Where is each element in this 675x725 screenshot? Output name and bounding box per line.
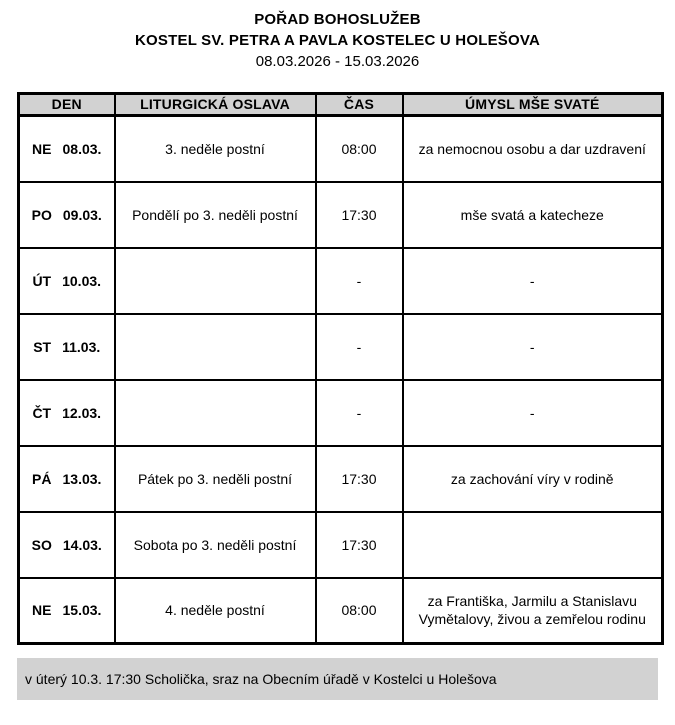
table-row	[19, 380, 663, 446]
time-cell: -	[316, 380, 403, 446]
time-cell: -	[316, 248, 403, 314]
table-row	[19, 512, 663, 578]
celebration-cell: 4. neděle postní	[115, 578, 316, 644]
intention-cell: za zachování víry v rodině	[403, 446, 663, 512]
church-name: KOSTEL SV. PETRA A PAVLA KOSTELEC U HOLEŠOVA	[135, 32, 540, 49]
day-date: 12.03.	[62, 404, 102, 421]
day-abbr: ČT	[32, 404, 52, 421]
time-cell: -	[316, 314, 403, 380]
day-date: 09.03.	[62, 206, 102, 223]
day-date: 08.03.	[62, 140, 102, 157]
time-cell: 08:00	[316, 578, 403, 644]
day-abbr: PO	[31, 206, 52, 223]
table-row	[19, 182, 663, 248]
day-cell	[19, 512, 115, 578]
table-row	[19, 248, 663, 314]
time-cell: 17:30	[316, 182, 403, 248]
celebration-cell: 3. neděle postní	[115, 116, 316, 182]
col-header-day: DEN	[19, 94, 115, 116]
intention-cell: -	[403, 248, 663, 314]
intention-cell: mše svatá a katecheze	[403, 182, 663, 248]
day-abbr: ÚT	[32, 272, 52, 289]
day-abbr: PÁ	[32, 470, 52, 487]
day-cell	[19, 248, 115, 314]
time-cell: 17:30	[316, 512, 403, 578]
day-abbr: SO	[31, 536, 52, 553]
celebration-cell	[115, 314, 316, 380]
table-row	[19, 578, 663, 644]
celebration-cell	[115, 380, 316, 446]
day-cell	[19, 446, 115, 512]
day-cell	[19, 380, 115, 446]
time-cell: 17:30	[316, 446, 403, 512]
day-date: 13.03.	[62, 470, 102, 487]
intention-cell: -	[403, 314, 663, 380]
intention-cell: za Františka, Jarmilu a Stanislavu Vymětalovy, živou a zemřelou rodinu	[403, 578, 663, 644]
intention-cell	[403, 512, 663, 578]
title-block	[0, 0, 675, 72]
celebration-cell: Pondělí po 3. neděli postní	[115, 182, 316, 248]
table-header-row	[19, 94, 663, 116]
day-date: 15.03.	[62, 602, 102, 619]
schedule-table	[17, 92, 664, 645]
day-date: 14.03.	[62, 536, 102, 553]
footer-note: v úterý 10.3. 17:30 Scholička, sraz na Obecním úřadě v Kostelci u Holešova	[17, 658, 658, 700]
col-header-intention: ÚMYSL MŠE SVATÉ	[403, 94, 663, 116]
time-cell: 08:00	[316, 116, 403, 182]
day-abbr: NE	[32, 140, 52, 157]
celebration-cell: Sobota po 3. neděli postní	[115, 512, 316, 578]
day-abbr: ST	[33, 338, 52, 355]
table-row	[19, 116, 663, 182]
day-date: 11.03.	[62, 338, 101, 355]
day-cell	[19, 314, 115, 380]
col-header-celebration: LITURGICKÁ OSLAVA	[115, 94, 316, 116]
day-cell	[19, 182, 115, 248]
celebration-cell: Pátek po 3. neděli postní	[115, 446, 316, 512]
day-cell	[19, 116, 115, 182]
table-row	[19, 446, 663, 512]
intention-cell: -	[403, 380, 663, 446]
day-cell	[19, 578, 115, 644]
intention-cell: za nemocnou osobu a dar uzdravení	[403, 116, 663, 182]
day-abbr: NE	[32, 602, 52, 619]
date-range: 08.03.2026 - 15.03.2026	[255, 53, 420, 70]
celebration-cell	[115, 248, 316, 314]
col-header-time: ČAS	[316, 94, 403, 116]
table-row	[19, 314, 663, 380]
page-title: POŘAD BOHOSLUŽEB	[254, 11, 421, 28]
day-date: 10.03.	[62, 272, 102, 289]
